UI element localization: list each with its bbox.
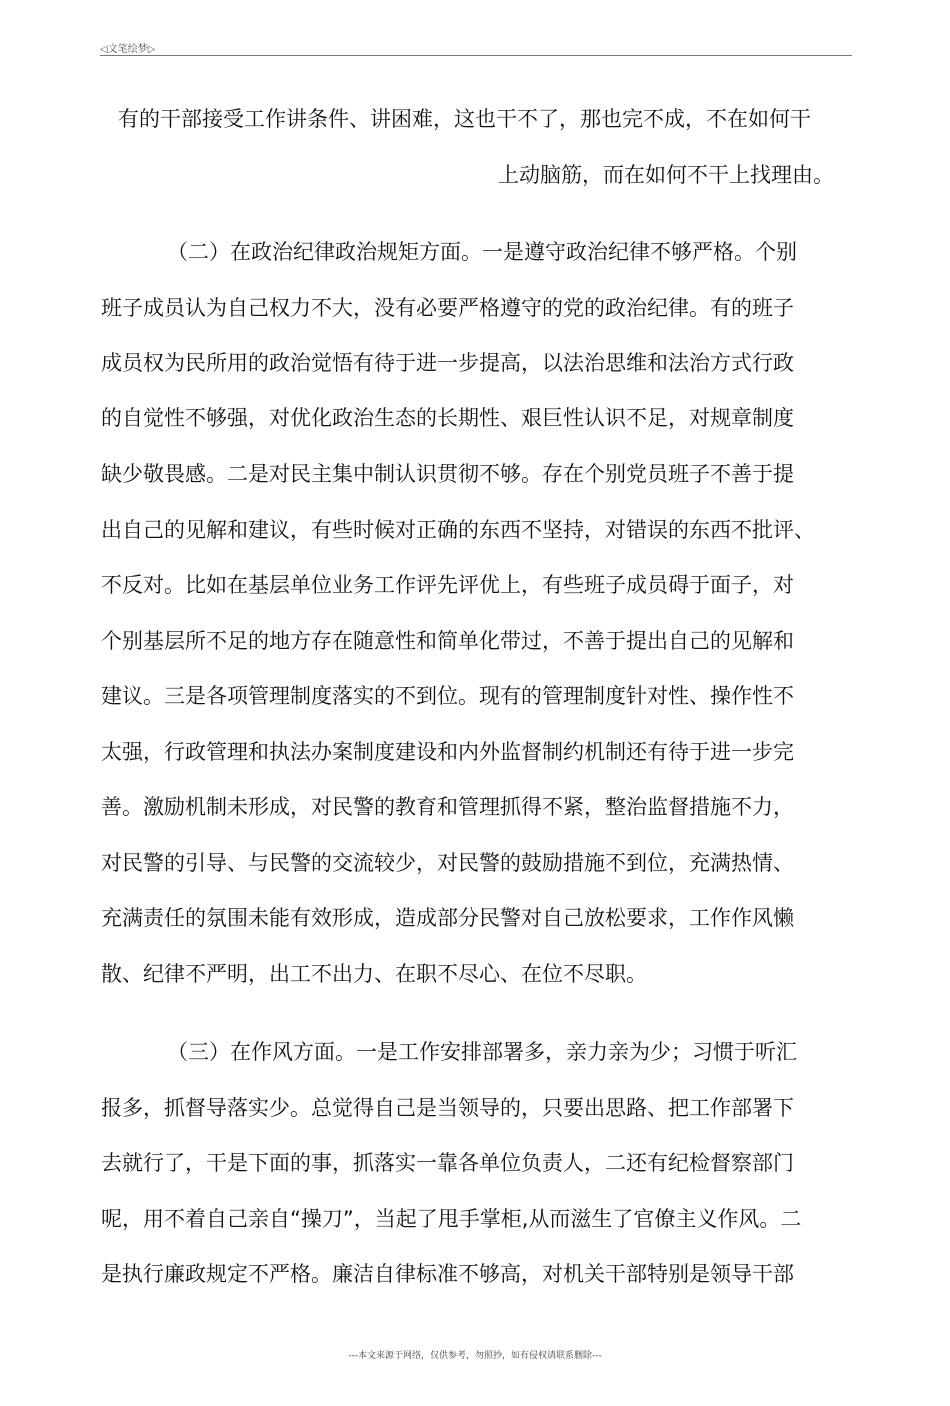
text-line: 建议。三是各项管理制度落实的不到位。现有的管理制度针对性、操作性不 — [101, 684, 794, 708]
text-line: 是执行廉政规定不严格。廉洁自律标准不够高，对机关干部特别是领导干部 — [101, 1262, 794, 1286]
text-line: 出自己的见解和建议，有些时候对正确的东西不坚持，对错误的东西不批评、 — [101, 518, 815, 542]
text-line: 的自觉性不够强，对优化政治生态的长期性、艰巨性认识不足，对规章制度 — [101, 406, 794, 430]
text-line: 善。激励机制未形成，对民警的教育和管理抓得不紧，整治监督措施不力， — [101, 795, 794, 819]
text-line: 报多，抓督导落实少。总觉得自己是当领导的，只要出思路、把工作部署下 — [101, 1096, 794, 1120]
text-line: 上动脑筋，而在如何不干上找理由。 — [498, 163, 834, 187]
text-line: 散、纪律不严明，出工不出力、在职不尽心、在位不尽职。 — [101, 962, 647, 986]
text-line: 个别基层所不足的地方存在随意性和简单化带过，不善于提出自己的见解和 — [101, 629, 794, 653]
text-line: 成员权为民所用的政治觉悟有待于进一步提高，以法治思维和法治方式行政 — [101, 351, 794, 375]
text-line: 班子成员认为自己权力不大，没有必要严格遵守的党的政治纪律。有的班子 — [101, 296, 794, 320]
page-footer-text: ---本文来源于网络，仅供参考，勿照抄，如有侵权请联系删除--- — [348, 1351, 602, 1361]
text-line: （二）在政治纪律政治规矩方面。一是遵守政治纪律不够严格。个别 — [167, 240, 797, 264]
text-line: 去就行了，干是下面的事，抓落实一靠各单位负责人，二还有纪检督察部门 — [101, 1151, 794, 1175]
text-line: （三）在作风方面。一是工作安排部署多，亲力亲为少；习惯于听汇 — [167, 1040, 797, 1064]
text-line: 呢，用不着自己亲自“操刀”，当起了甩手掌柜,从而滋生了官僚主义作风。二 — [101, 1207, 802, 1231]
text-line: 充满责任的氛围未能有效形成，造成部分民警对自己放松要求，工作作风懒 — [101, 906, 794, 930]
text-line: 不反对。比如在基层单位业务工作评先评优上，有些班子成员碍于面子，对 — [101, 573, 794, 597]
text-line: 有的干部接受工作讲条件、讲困难，这也干不了，那也完不成，不在如何干 — [118, 107, 811, 131]
text-line: 太强，行政管理和执法办案制度建设和内外监督制约机制还有待于进一步完 — [101, 740, 794, 764]
text-line: 对民警的引导、与民警的交流较少，对民警的鼓励措施不到位，充满热情、 — [101, 851, 794, 875]
text-line: 缺少敬畏感。二是对民主集中制认识贯彻不够。存在个别党员班子不善于提 — [101, 462, 794, 486]
page-header-text: ◁文笔绘梦▷ — [100, 44, 156, 55]
header-divider — [100, 55, 852, 56]
